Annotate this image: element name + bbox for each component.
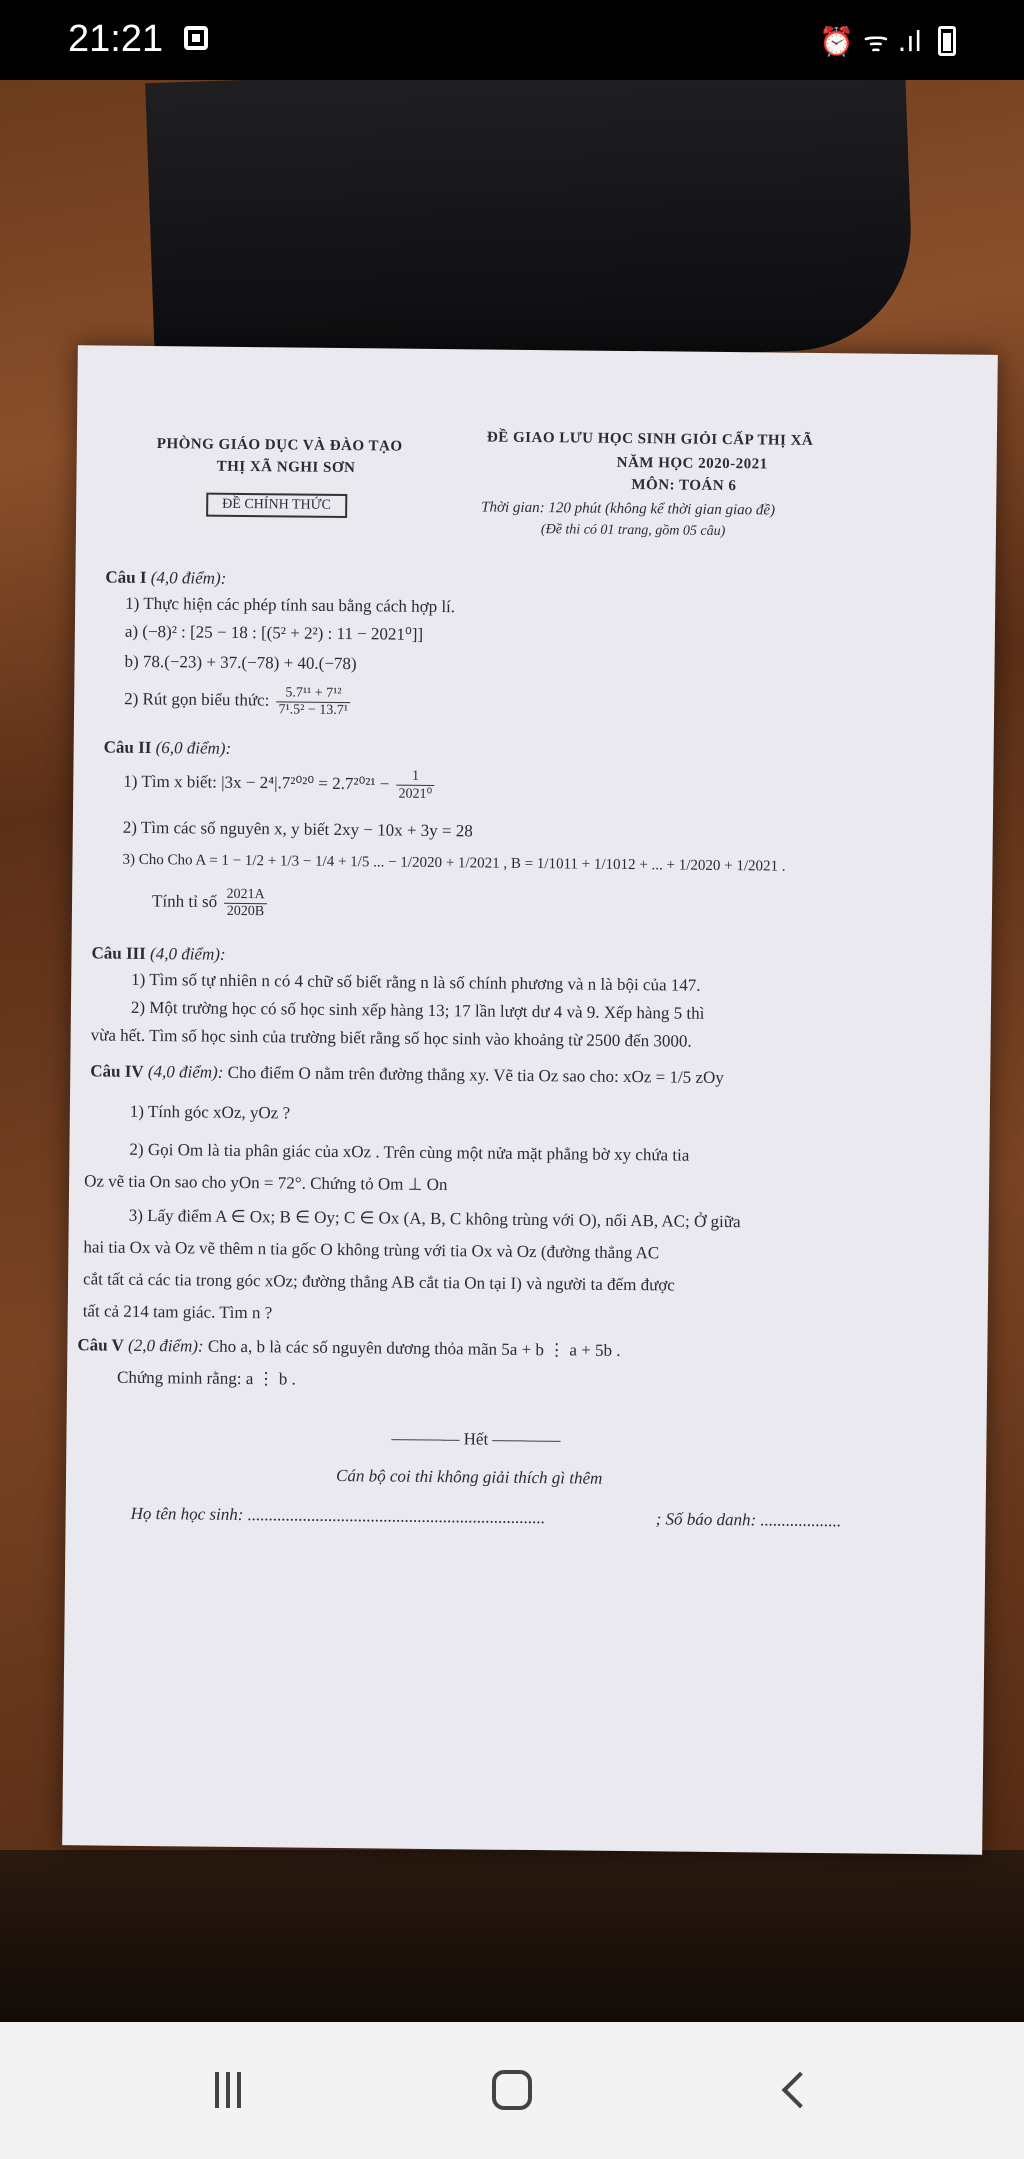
notification-icon xyxy=(184,26,208,50)
q4-3b: hai tia Ox và Oz vẽ thêm n tia gốc O không trùng với tia Ox và Oz (đường thẳng AC xyxy=(83,1237,660,1263)
q2-ratio-fraction: $\frac{2021A}{2020B}$ xyxy=(224,887,266,920)
q5-prove: Chứng minh rằng: a ⋮ b . xyxy=(116,1367,296,1389)
q5-title: Câu V xyxy=(77,1335,124,1355)
recent-apps-icon xyxy=(215,2072,241,2108)
q2-points: (6,0 điểm): xyxy=(155,738,232,758)
home-button[interactable] xyxy=(472,2062,552,2118)
q1-1: 1) Thực hiện các phép tính sau bằng cách hợp lí. xyxy=(125,593,456,617)
end-marker: ———— Hết ———— xyxy=(391,1428,561,1450)
q3-2a: 2) Một trường học có số học sinh xếp hàng 13; 17 lần lượt dư 4 và 9. Xếp hàng 5 thì xyxy=(130,997,705,1023)
student-name-field: Họ tên học sinh: ...................................................................... xyxy=(130,1503,546,1528)
q1-a: a) (−8)² : [25 − 18 : [(5² + 2²) : 11 − 2021⁰]] xyxy=(124,621,424,644)
back-icon xyxy=(782,2072,819,2109)
header-left-2: THỊ XÃ NGHI SƠN xyxy=(216,458,356,477)
signal-icon: ⏰ ᯤ .ıl xyxy=(819,25,922,58)
q2-1-fraction: $\frac{1}{\text{2021⁰}}$ xyxy=(396,769,434,803)
q1-points: (4,0 điểm): xyxy=(150,568,227,588)
home-icon xyxy=(492,2070,532,2110)
header-left-1: PHÒNG GIÁO DỤC VÀ ĐÀO TẠO xyxy=(156,436,403,455)
student-id-field: ; Số báo danh: ................... xyxy=(655,1509,842,1531)
q2-ratio-label: Tính tỉ số xyxy=(151,891,218,912)
status-bar xyxy=(0,0,1024,80)
q2-1: 1) Tìm x biết: |3x − 2⁴|.7²⁰²⁰ = 2.7²⁰²¹ − xyxy=(123,771,390,794)
q4-points: (4,0 điểm): xyxy=(147,1061,224,1082)
wallet-object xyxy=(145,80,915,373)
photo-bottom-shadow xyxy=(0,1850,1024,2022)
status-icons xyxy=(819,22,956,60)
q4-3c: cắt tất cả các tia trong góc xOz; đường thẳng AB cắt tia On tại I) và người ta đếm được xyxy=(83,1269,675,1295)
q4-1: 1) Tính góc xOz, yOz ? xyxy=(129,1101,291,1123)
invigilator-note: Cán bộ coi thi không giải thích gì thêm xyxy=(335,1465,603,1488)
q2-3: 3) Cho Cho A = 1 − 1/2 + 1/3 − 1/4 + 1/5 ... − 1/2020 + 1/2021 , B = 1/1011 + 1/1012 + ... + 1/2020 + 1/2021 . xyxy=(122,851,786,875)
q1-2-label: 2) Rút gọn biểu thức: xyxy=(124,689,270,710)
time-line: Thời gian: 120 phút (không kể thời gian giao đề) xyxy=(481,499,776,519)
photo-viewer[interactable] xyxy=(0,80,1024,2022)
header-right-1: ĐỀ GIAO LƯU HỌC SINH GIỎI CẤP THỊ XÃ xyxy=(486,429,814,449)
q1-title: Câu I xyxy=(105,567,147,587)
q5-points: (2,0 điểm): xyxy=(128,1335,204,1356)
q3-points: (4,0 điểm): xyxy=(150,944,226,964)
page-line: (Đề thi có 01 trang, gồm 05 câu) xyxy=(540,522,726,540)
q4-3a: 3) Lấy điểm A ∈ Ox; B ∈ Oy; C ∈ Ox (A, B, C không trùng với O), nối AB, AC; Ở giữa xyxy=(128,1205,741,1232)
navigation-bar xyxy=(0,2022,1024,2159)
recent-apps-button[interactable] xyxy=(188,2062,268,2118)
q3-title: Câu III xyxy=(91,943,146,963)
q4-3d: tất cả 214 tam giác. Tìm n ? xyxy=(82,1301,273,1323)
exam-paper xyxy=(62,345,998,1855)
header-right-3: MÔN: TOÁN 6 xyxy=(631,477,737,495)
q5-text: Cho a, b là các số nguyên dương thỏa mãn 5a + b ⋮ a + 5b . xyxy=(207,1336,621,1360)
q1-b: b) 78.(−23) + 37.(−78) + 40.(−78) xyxy=(124,651,357,674)
official-label: ĐỀ CHÍNH THỨC xyxy=(206,493,347,518)
q4-intro: Cho điểm O nằm trên đường thẳng xy. Vẽ tia Oz sao cho: xOz = 1/5 zOy xyxy=(227,1062,724,1088)
back-button[interactable] xyxy=(760,2062,840,2118)
q2-2: 2) Tìm các số nguyên x, y biết 2xy − 10x + 3y = 28 xyxy=(122,817,473,841)
q4-2a: 2) Gọi Om là tia phân giác của xOz . Trên cùng một nửa mặt phẳng bờ xy chứa tia xyxy=(129,1139,690,1165)
q3-2b: vừa hết. Tìm số học sinh của trường biết rằng số học sinh vào khoảng từ 2500 đến 3000. xyxy=(90,1025,692,1051)
q4-title: Câu IV xyxy=(90,1061,144,1081)
clock: 21:21 xyxy=(68,18,164,60)
q3-1: 1) Tìm số tự nhiên n có 4 chữ số biết rằng n là số chính phương và n là bội của 147. xyxy=(131,969,701,995)
q2-title: Câu II xyxy=(103,737,152,758)
q1-2-fraction: $\frac{\text{5.7¹¹ + 7¹²}}{\text{7¹.5² − 13.7¹}}$ xyxy=(276,685,350,719)
battery-icon xyxy=(938,26,956,56)
header-right-2: NĂM HỌC 2020-2021 xyxy=(616,454,768,473)
q4-2b: Oz vẽ tia On sao cho yOn = 72°. Chứng tỏ Om ⊥ On xyxy=(84,1171,448,1195)
